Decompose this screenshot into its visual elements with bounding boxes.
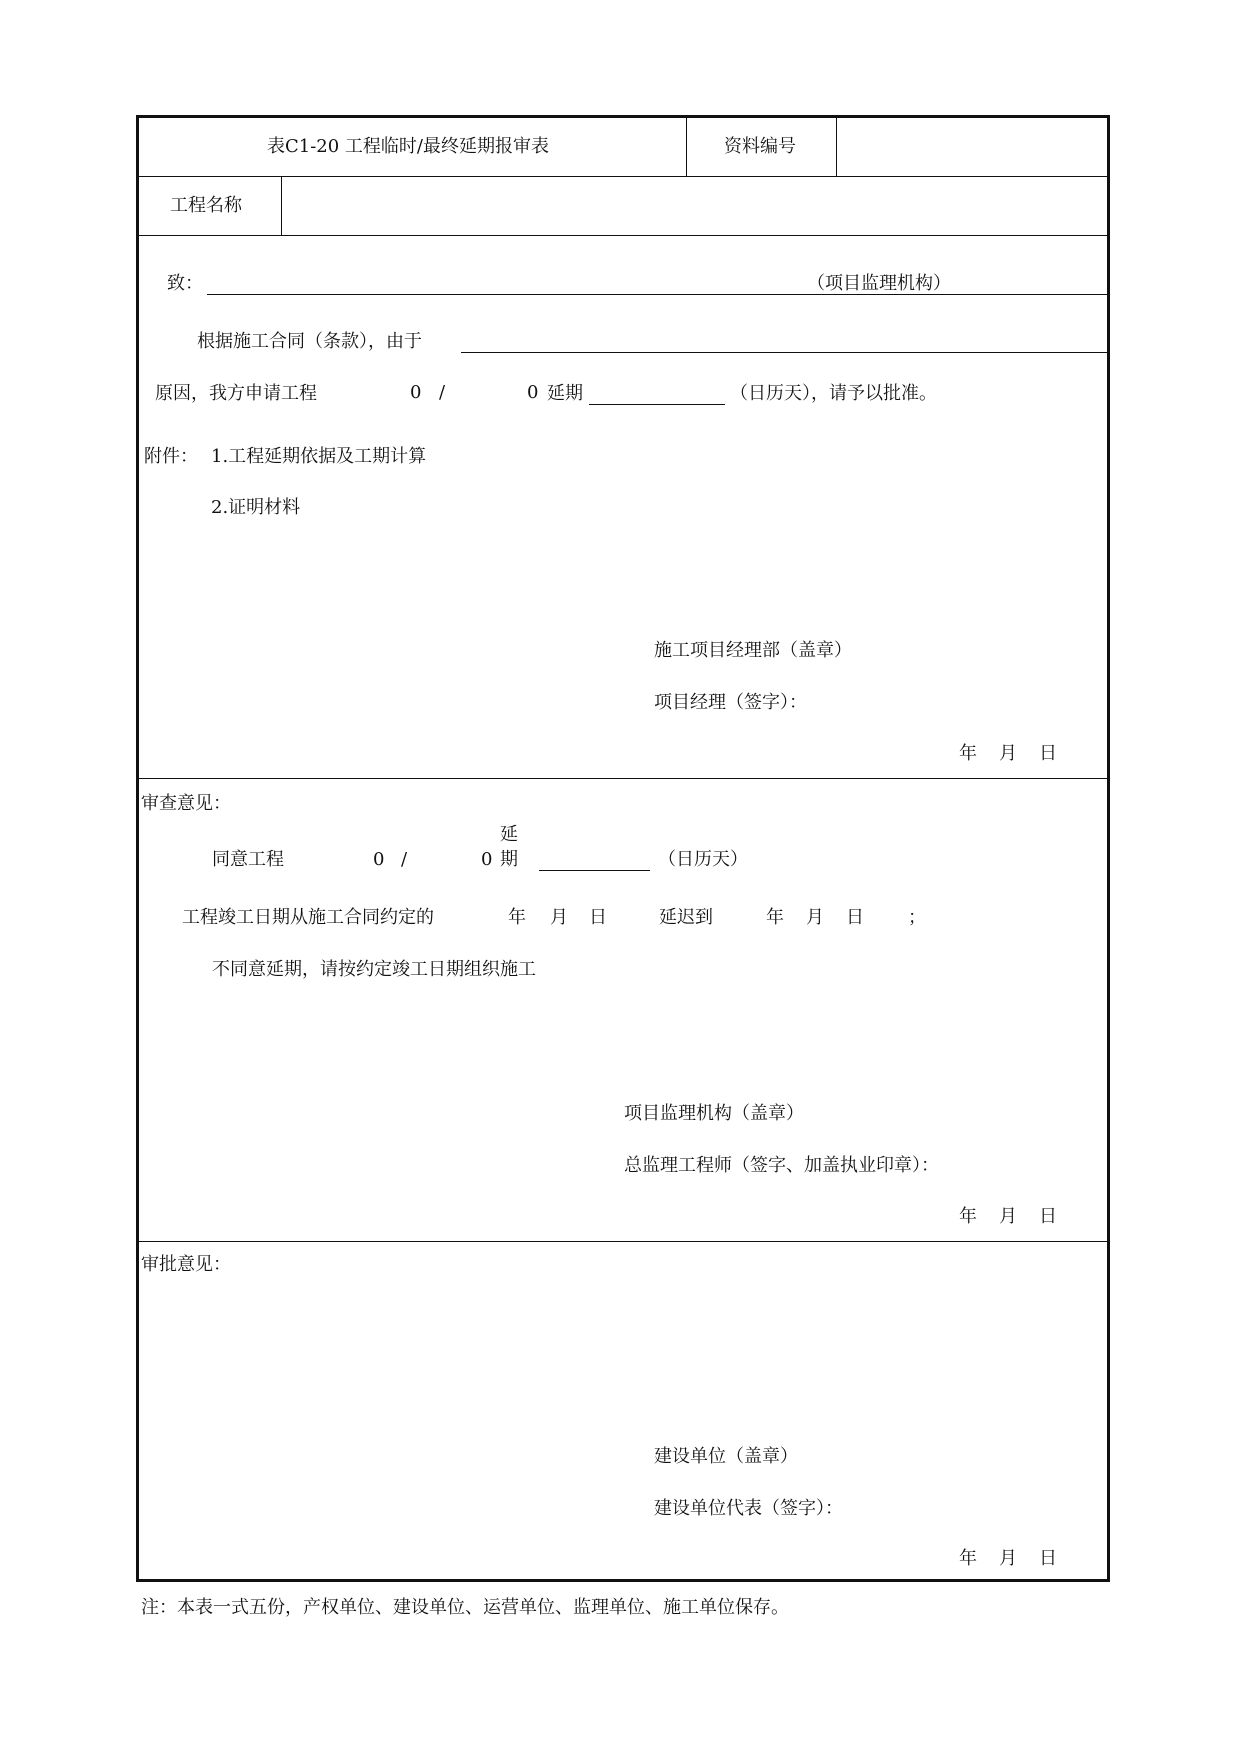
approval-date-day: 日 (1039, 1548, 1057, 1569)
new-year: 年 (766, 907, 784, 928)
application-date-month: 月 (999, 743, 1017, 764)
doc-no-field[interactable] (846, 124, 1102, 168)
review-delay-top: 延 (500, 824, 518, 845)
col-divider-docno (836, 115, 837, 176)
supervisor-stamp: 项目监理机构（盖章） (624, 1103, 804, 1124)
review-agree-prefix: 同意工程 (212, 849, 284, 870)
project-name-field[interactable] (290, 184, 1102, 228)
delayed-to-label: 延迟到 (659, 907, 713, 928)
contract-clause-prefix: 根据施工合同（条款），由于 (197, 331, 422, 352)
project-manager-sign: 项目经理（签字）： (654, 692, 807, 713)
reason-suffix: 原因，我方申请工程 (155, 383, 317, 404)
review-delay-bottom: 期 (500, 849, 518, 870)
owner-stamp: 建设单位（盖章） (654, 1446, 798, 1467)
completion-semicolon: ； (908, 907, 926, 928)
review-days-underline[interactable] (539, 870, 650, 871)
attachment-1: 1.工程延期依据及工期计算 (211, 446, 427, 467)
application-date-day: 日 (1039, 743, 1057, 764)
review-date-month: 月 (999, 1206, 1017, 1227)
col-divider-project-name (281, 176, 282, 235)
review-date-day: 日 (1039, 1206, 1057, 1227)
approval-label: 审批意见： (141, 1254, 231, 1275)
row-divider-project-name (136, 235, 1110, 236)
completion-prefix: 工程竣工日期从施工合同约定的 (182, 907, 434, 928)
owner-rep-sign: 建设单位代表（签字）： (654, 1498, 843, 1519)
attachment-2: 2.证明材料 (211, 497, 301, 518)
reason-underline[interactable] (461, 352, 1108, 353)
to-label: 致： (167, 273, 203, 294)
contractor-stamp: 施工项目经理部（盖章） (654, 640, 852, 661)
approval-date-year: 年 (959, 1548, 977, 1569)
footnote: 注：本表一式五份，产权单位、建设单位、运营单位、监理单位、施工单位保存。 (141, 1597, 789, 1618)
new-month: 月 (806, 907, 824, 928)
original-year: 年 (508, 907, 526, 928)
original-day: 日 (589, 907, 607, 928)
review-days-suffix: （日历天） (658, 849, 748, 870)
form-title: 表C1-20 工程临时/最终延期报审表 (267, 136, 549, 157)
attachments-label: 附件： (144, 446, 198, 467)
application-date-year: 年 (959, 743, 977, 764)
chief-engineer-sign: 总监理工程师（签字、加盖执业印章）： (624, 1155, 939, 1176)
to-suffix: （项目监理机构） (807, 273, 951, 294)
apply-days-underline[interactable] (589, 404, 725, 405)
to-underline[interactable] (207, 294, 1108, 295)
row-divider-review (136, 1241, 1110, 1242)
review-num-2: 0 (481, 849, 493, 870)
approval-date-month: 月 (999, 1548, 1017, 1569)
review-slash: / (401, 849, 408, 870)
apply-days-suffix: （日历天），请予以批准。 (730, 383, 937, 404)
project-name-label: 工程名称 (170, 195, 242, 216)
disagree-text: 不同意延期，请按约定竣工日期组织施工 (212, 959, 536, 980)
apply-slash: / (439, 382, 446, 403)
new-day: 日 (846, 907, 864, 928)
row-divider-header (136, 176, 1110, 177)
review-num-1: 0 (373, 849, 385, 870)
doc-no-label: 资料编号 (724, 136, 796, 157)
review-label: 审查意见： (141, 793, 231, 814)
apply-num-2: 0 (527, 382, 539, 403)
apply-delay-label: 延期 (547, 383, 583, 404)
original-month: 月 (550, 907, 568, 928)
row-divider-application (136, 778, 1110, 779)
review-date-year: 年 (959, 1206, 977, 1227)
apply-num-1: 0 (410, 382, 422, 403)
col-divider-title (686, 115, 687, 176)
